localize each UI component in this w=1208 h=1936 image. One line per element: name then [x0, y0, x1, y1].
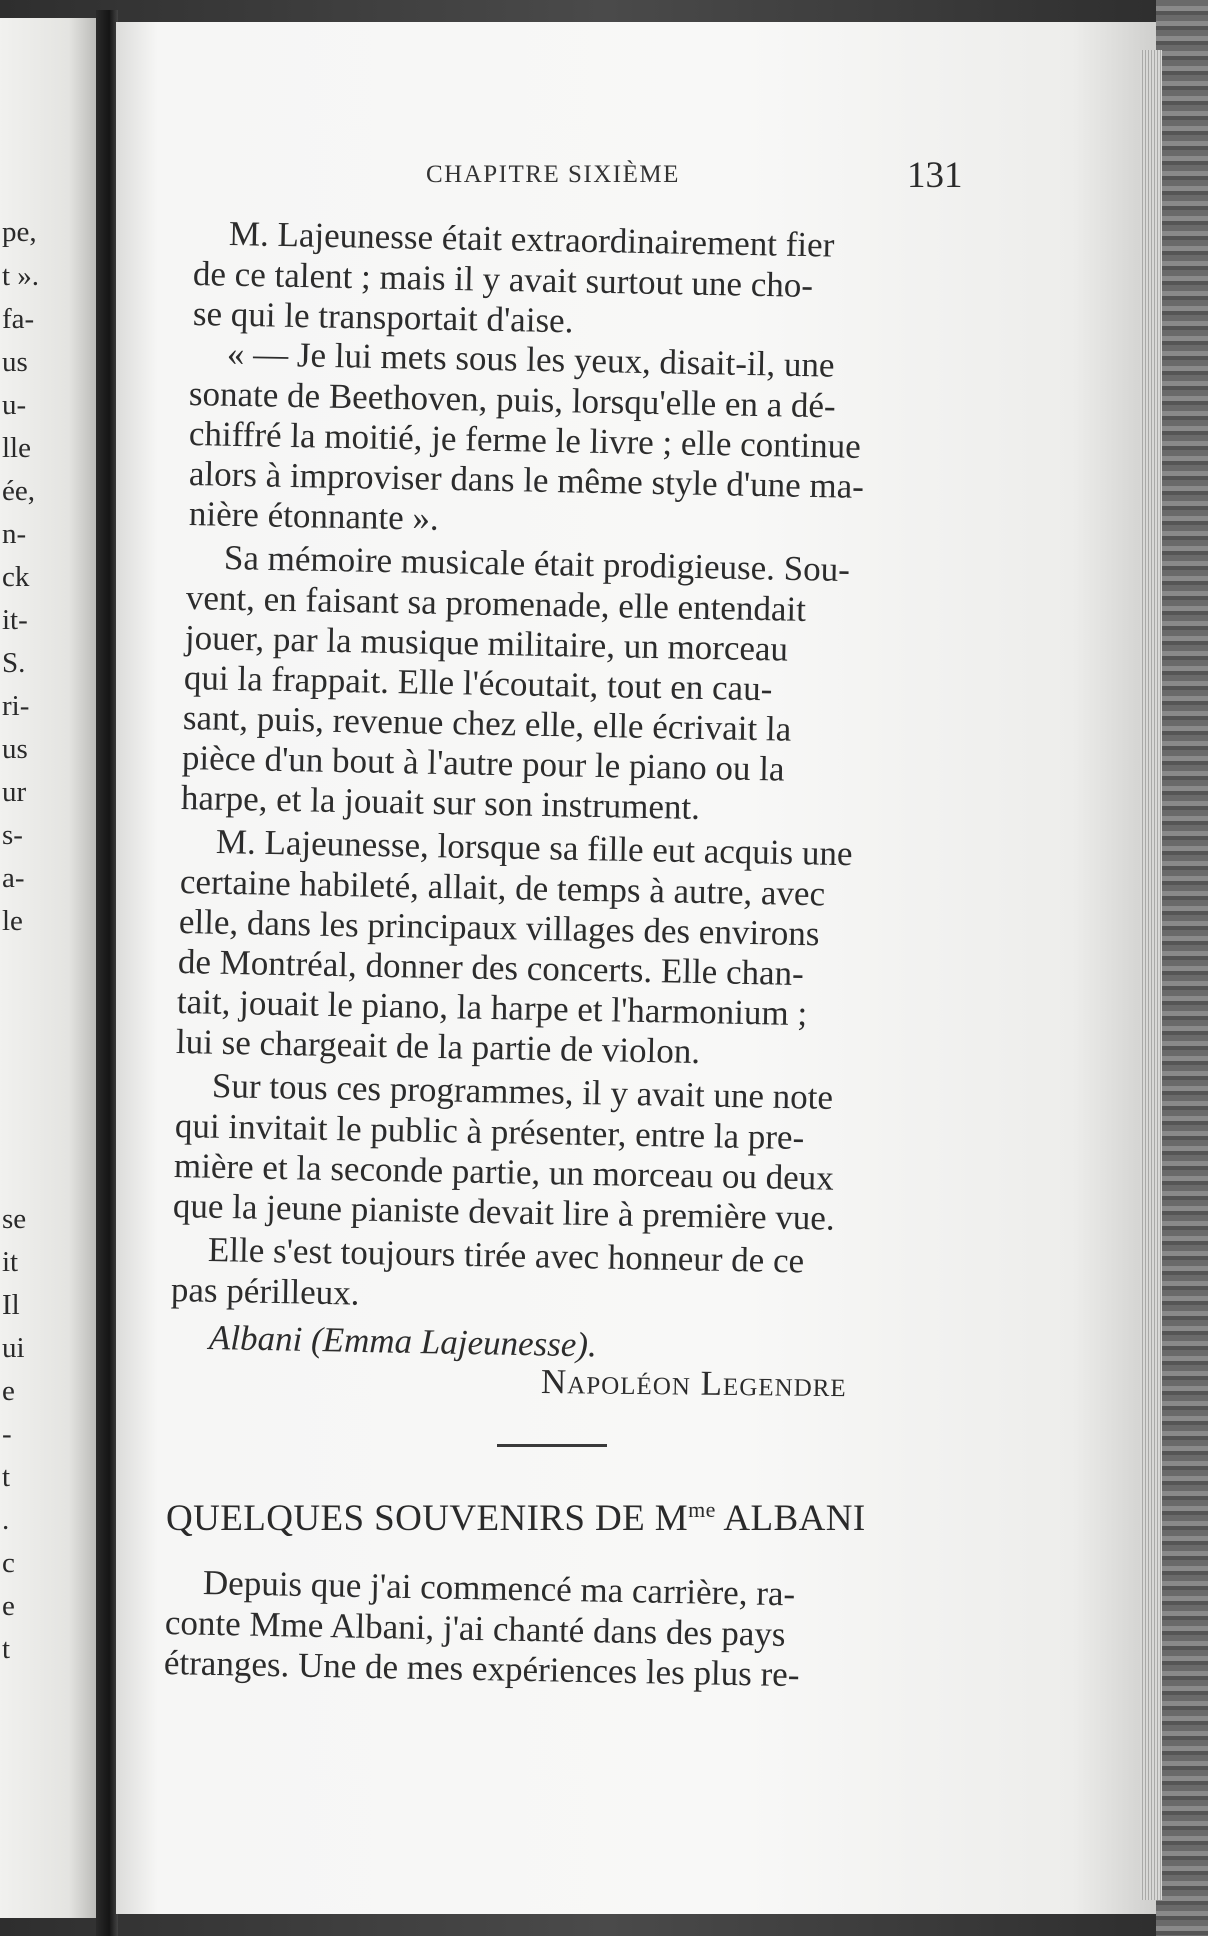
- text-line: sonate de Beethoven, puis, lorsqu'elle en a dé-: [188, 374, 837, 426]
- left-page-fragment: ck: [2, 561, 30, 593]
- left-page-fragment: pe,: [2, 216, 37, 248]
- left-page-fragment: ri-: [2, 690, 30, 722]
- left-page-fragment: .: [2, 1504, 10, 1536]
- left-page-fragment: it-: [2, 604, 28, 636]
- text-line: se qui le transportait d'aise.: [192, 294, 574, 341]
- text-line: Sur tous ces programmes, il y avait une note: [211, 1066, 834, 1117]
- text-line: Elle s'est toujours tirée avec honneur de ce: [207, 1230, 805, 1281]
- text-line: harpe, et la jouait sur son instrument.: [180, 778, 701, 827]
- left-page-fragment: us: [2, 346, 28, 378]
- left-page-fragment: ée,: [2, 475, 35, 507]
- left-page-fragment: t: [2, 1461, 11, 1493]
- text-line: M. Lajeunesse, lorsque sa fille eut acquis une: [215, 822, 853, 874]
- text-line: elle, dans les principaux villages des environs: [178, 902, 820, 954]
- section-title-suffix: ALBANI: [715, 1498, 866, 1539]
- text-line: certaine habileté, allait, de temps à autre, avec: [179, 862, 826, 914]
- text-line: nière étonnante ».: [188, 494, 440, 538]
- left-page-fragment: t ».: [2, 260, 40, 292]
- text-line: de Montréal, donner des concerts. Elle chan-: [177, 942, 805, 994]
- left-page-fragment: c: [2, 1547, 15, 1579]
- section-title: [166, 1497, 866, 1540]
- text-line: conte Mme Albani, j'ai chanté dans des pays: [164, 1603, 786, 1654]
- text-line: pas périlleux.: [170, 1270, 360, 1313]
- left-page-fragment: e: [2, 1375, 15, 1407]
- section-title-superscript: me: [688, 1497, 716, 1522]
- left-page-fragment: u-: [2, 389, 27, 421]
- text-line: jouer, par la musique militaire, un morceau: [184, 618, 789, 669]
- text-line: qui la frappait. Elle l'écoutait, tout en cau-: [183, 658, 773, 709]
- left-page-fragment: a-: [2, 862, 25, 894]
- text-line: Sa mémoire musicale était prodigieuse. Sou-: [223, 538, 851, 590]
- text-line: tait, jouait le piano, la harpe et l'harmonium ;: [176, 982, 808, 1034]
- running-header: CHAPITRE SIXIÈME: [426, 161, 680, 188]
- text-line: chiffré la moitié, je ferme le livre ; elle continue: [188, 414, 862, 466]
- left-page-fragment: it: [2, 1246, 19, 1278]
- left-page-fragment: e: [2, 1590, 15, 1622]
- left-page-fragment: fa-: [2, 303, 35, 335]
- left-page-fragment: ui: [2, 1332, 25, 1364]
- section-divider: [497, 1444, 607, 1447]
- text-line: que la jeune pianiste devait lire à première vue.: [172, 1186, 836, 1238]
- text-line: de ce talent ; mais il y avait surtout une cho-: [192, 254, 814, 305]
- left-page-fragment: lle: [2, 432, 31, 464]
- left-page-fragment: us: [2, 733, 28, 765]
- left-page-fragment: se: [2, 1203, 27, 1235]
- left-page-fragment: S.: [2, 647, 26, 679]
- author-signature: Napoléon Legendre: [540, 1362, 847, 1405]
- left-page-fragment: n-: [2, 518, 27, 550]
- text-line: alors à improviser dans le même style d'une ma-: [188, 454, 865, 506]
- page-edges: [1140, 50, 1162, 1900]
- left-page-fragment: le: [2, 905, 23, 937]
- text-line: « — Je lui mets sous les yeux, disait-il, une: [226, 334, 835, 385]
- book-cover-edge: [1156, 0, 1208, 1936]
- section-title-prefix: QUELQUES SOUVENIRS DE M: [166, 1498, 689, 1539]
- text-line: Depuis que j'ai commencé ma carrière, ra-: [202, 1563, 796, 1614]
- left-page-fragment: ur: [2, 776, 27, 808]
- text-line: étranges. Une de mes expériences les plus re-: [163, 1643, 800, 1695]
- page-number: 131: [907, 155, 963, 196]
- text-line: lui se chargeait de la partie de violon.: [175, 1022, 701, 1072]
- text-line: vent, en faisant sa promenade, elle entendait: [185, 578, 807, 629]
- text-line: pièce d'un bout à l'autre pour le piano ou la: [181, 738, 785, 789]
- source-citation: Albani (Emma Lajeunesse).: [208, 1318, 598, 1365]
- left-page: [0, 18, 98, 1918]
- left-page-fragment: s-: [2, 819, 23, 851]
- left-page-fragment: t: [2, 1633, 11, 1665]
- left-page-fragment: Il: [2, 1289, 20, 1321]
- text-line: qui invitait le public à présenter, entre la pre-: [174, 1106, 805, 1158]
- text-line: M. Lajeunesse était extraordinairement fier: [228, 214, 835, 265]
- text-line: mière et la seconde partie, un morceau ou deux: [173, 1146, 835, 1198]
- book-gutter: [96, 10, 118, 1936]
- text-line: sant, puis, revenue chez elle, elle écrivait la: [182, 698, 792, 749]
- left-page-fragment: -: [2, 1418, 12, 1450]
